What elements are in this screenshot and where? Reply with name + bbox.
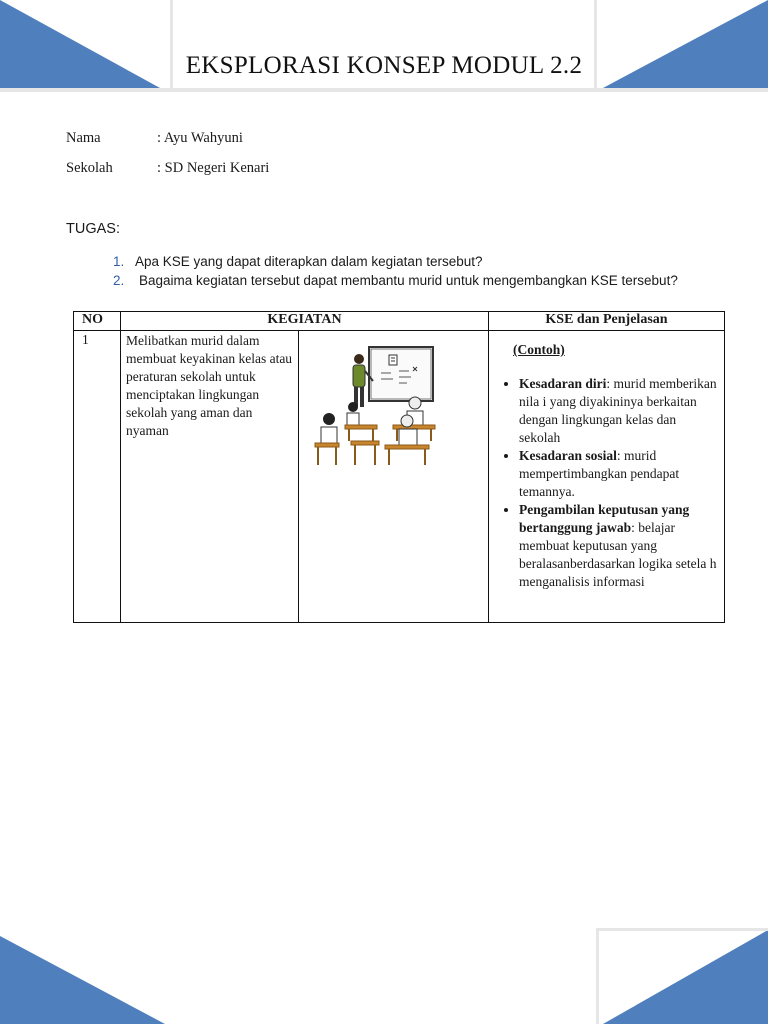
kegiatan-text: Melibatkan murid dalam membuat keyakinan kelas atau peraturan sekolah untuk menciptakan lingkungan sekolah yang aman dan nyaman <box>121 331 299 622</box>
school-row <box>66 160 269 177</box>
kse-desc: : murid mempertimbangkan pendapat temannya. <box>519 448 680 499</box>
kegiatan-cell <box>121 331 489 623</box>
question-number: 2. <box>113 273 125 288</box>
kse-list <box>499 375 718 591</box>
question-1 <box>113 254 483 269</box>
example-label: (Contoh) <box>513 342 565 357</box>
activity-table <box>73 311 725 623</box>
table-row <box>74 331 725 623</box>
name-value: : Ayu Wahyuni <box>157 130 243 146</box>
table-header-row <box>74 312 725 331</box>
kse-term: Kesadaran diri <box>519 376 607 391</box>
row-number: 1 <box>74 331 121 623</box>
question-2 <box>113 273 678 288</box>
question-number: 1. <box>113 254 125 269</box>
list-item <box>519 447 718 501</box>
kse-desc: : murid memberikan nila i yang diyakininya berkaitan dengan lingkungan kelas dan sekolah <box>519 376 717 445</box>
kse-term: Pengambilan keputusan yang bertanggung jawab <box>519 502 690 535</box>
kse-term: Kesadaran sosial <box>519 448 617 463</box>
list-item <box>519 501 718 591</box>
question-text: Apa KSE yang dapat diterapkan dalam kegiatan tersebut? <box>135 254 483 269</box>
kse-desc: : belajar membuat keputusan yang beralasanberdasarkan logika setela h menganalisis informasi <box>519 520 717 589</box>
header-no: NO <box>74 312 121 331</box>
bottom-left-corner-triangle <box>0 934 175 1024</box>
name-row <box>66 130 243 147</box>
school-value: : SD Negeri Kenari <box>157 160 270 176</box>
header-kegiatan: KEGIATAN <box>121 312 489 331</box>
header-divider <box>0 88 768 92</box>
bottom-frame-edge <box>596 928 768 931</box>
bottom-frame-side <box>596 928 599 1024</box>
question-text: Bagaima kegiatan tersebut dapat membantu murid untuk mengembangkan KSE tersebut? <box>139 273 678 288</box>
header-kse: KSE dan Penjelasan <box>489 312 725 331</box>
bottom-right-corner-triangle <box>593 928 768 1024</box>
list-item <box>519 375 718 447</box>
task-heading: TUGAS: <box>66 221 120 237</box>
kse-cell <box>489 331 725 623</box>
classroom-illustration <box>299 331 488 622</box>
school-label: Sekolah <box>66 160 113 176</box>
page-title: EKSPLORASI KONSEP MODUL 2.2 <box>185 52 583 79</box>
name-label: Nama <box>66 130 101 146</box>
